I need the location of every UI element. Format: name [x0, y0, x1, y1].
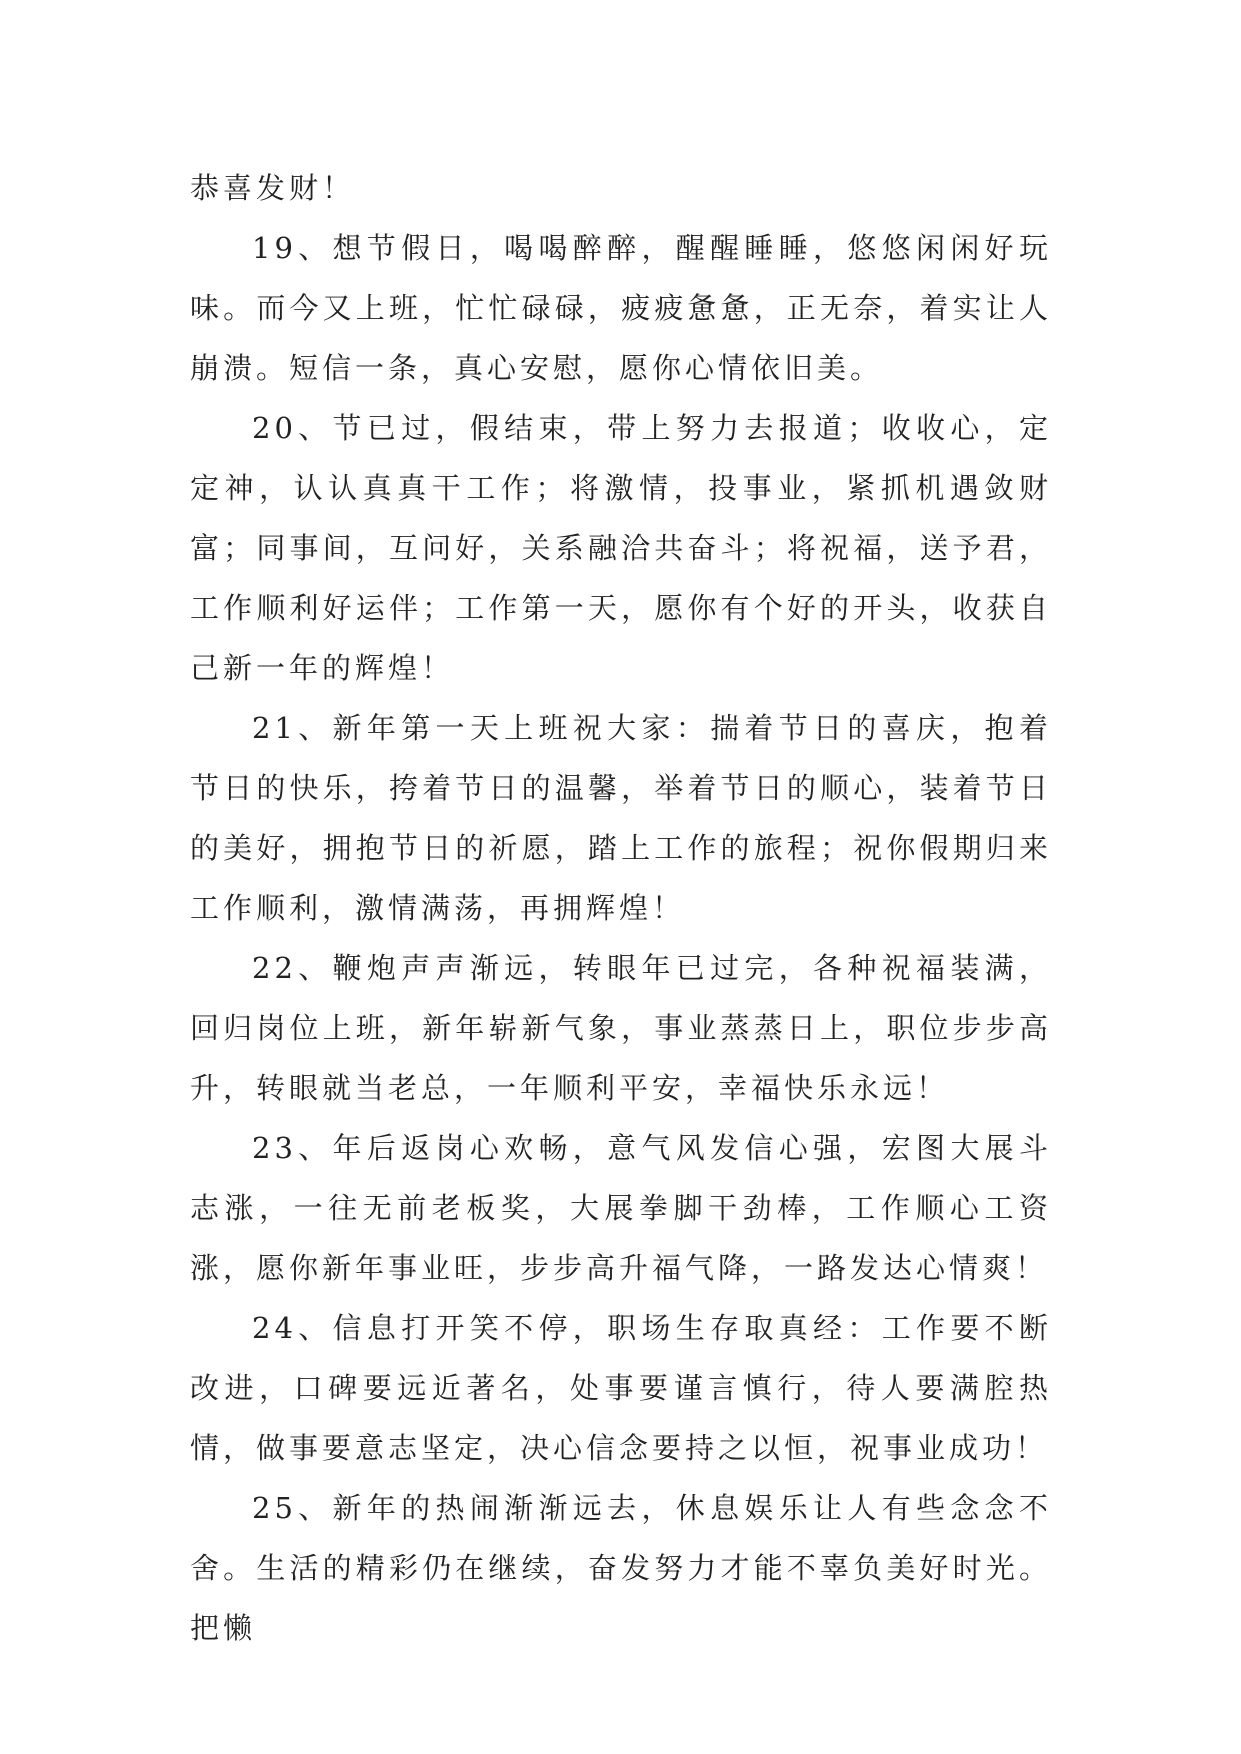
- paragraph-24: 24、信息打开笑不停，职场生存取真经：工作要不断改进，口碑要远近著名，处事要谨言慎行，待人要满腔热情，做事要意志坚定，决心信念要持之以恒，祝事业成功！: [190, 1311, 1052, 1465]
- paragraph-19: 19、想节假日，喝喝醉醉，醒醒睡睡，悠悠闲闲好玩味。而今又上班，忙忙碌碌，疲疲惫惫，正无奈，着实让人崩溃。短信一条，真心安慰，愿你心情依旧美。: [190, 231, 1052, 385]
- paragraph-25: 25、新年的热闹渐渐远去，休息娱乐让人有些念念不舍。生活的精彩仍在继续，奋发努力才能不辜负美好时光。把懒: [190, 1491, 1052, 1645]
- paragraph-20: 20、节已过，假结束，带上努力去报道；收收心，定定神，认认真真干工作；将激情，投事业，紧抓机遇敛财富；同事间，互问好，关系融洽共奋斗；将祝福，送予君，工作顺利好运伴；工作第一天，愿你有个好的开头，收获自己新一年的辉煌！: [190, 411, 1052, 685]
- document-body: [190, 158, 1052, 1658]
- paragraph-closing: 恭喜发财！: [190, 171, 356, 205]
- paragraph-23: 23、年后返岗心欢畅，意气风发信心强，宏图大展斗志涨，一往无前老板奖，大展拳脚干劲棒，工作顺心工资涨，愿你新年事业旺，步步高升福气降，一路发达心情爽！: [190, 1131, 1052, 1285]
- paragraph-22: 22、鞭炮声声渐远，转眼年已过完，各种祝福装满，回归岗位上班，新年崭新气象，事业蒸蒸日上，职位步步高升，转眼就当老总，一年顺利平安，幸福快乐永远！: [190, 951, 1052, 1105]
- paragraph-21: 21、新年第一天上班祝大家：揣着节日的喜庆，抱着节日的快乐，挎着节日的温馨，举着节日的顺心，装着节日的美好，拥抱节日的祈愿，踏上工作的旅程；祝你假期归来工作顺利，激情满荡，再拥辉煌！: [190, 711, 1052, 925]
